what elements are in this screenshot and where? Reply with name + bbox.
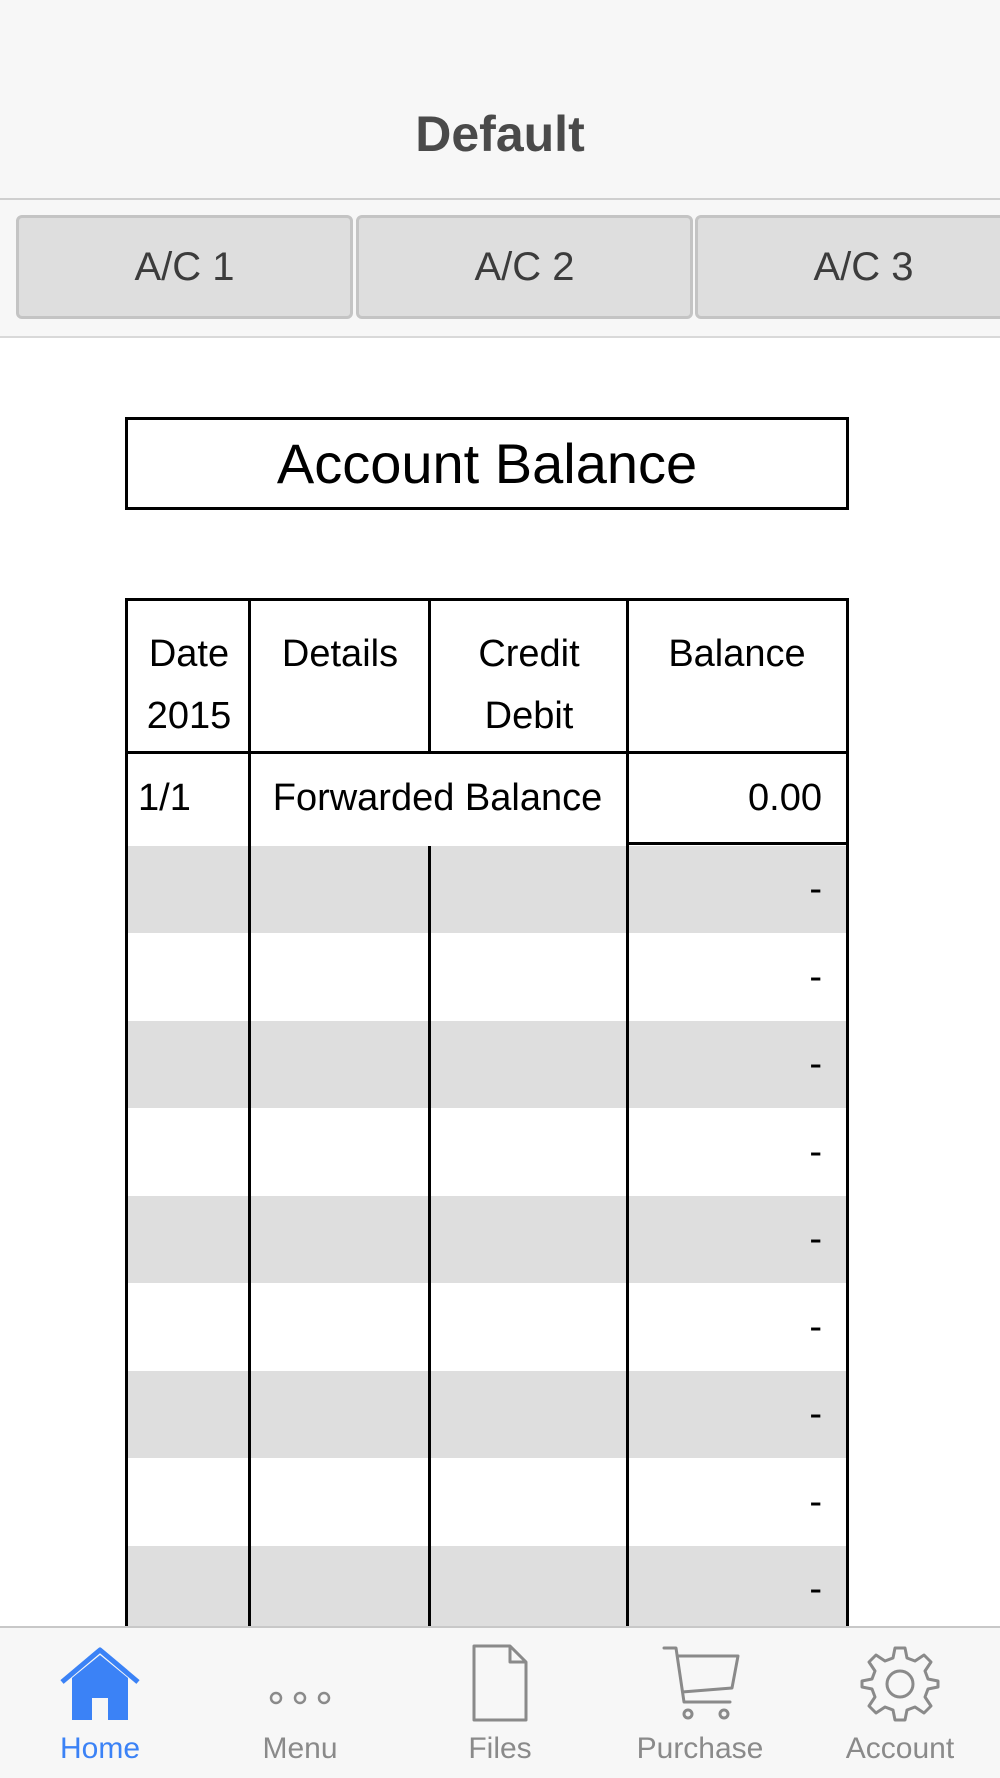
tab-label: A/C 2 bbox=[474, 244, 575, 289]
tabbar-label: Account bbox=[845, 1732, 955, 1765]
file-icon bbox=[450, 1644, 550, 1724]
balance-cell: - bbox=[809, 1305, 822, 1348]
tab-ac-2[interactable] bbox=[356, 215, 693, 319]
column-divider bbox=[626, 601, 629, 1626]
tab-label: A/C 1 bbox=[134, 244, 235, 289]
home-icon bbox=[50, 1644, 150, 1724]
tab-ac-1[interactable] bbox=[16, 215, 353, 319]
table-row[interactable] bbox=[128, 1021, 846, 1108]
account-balance-title: Account Balance bbox=[125, 417, 849, 510]
nav-header bbox=[0, 0, 1000, 200]
balance-cell: - bbox=[809, 1393, 822, 1435]
bottom-tab-bar bbox=[0, 1626, 1000, 1778]
tabbar-item-purchase[interactable] bbox=[600, 1628, 800, 1778]
forwarded-balance: 0.00 bbox=[748, 776, 822, 819]
balance-divider bbox=[626, 842, 846, 845]
forwarded-details: Forwarded Balance bbox=[272, 776, 603, 819]
table-row[interactable] bbox=[128, 1546, 846, 1626]
column-divider bbox=[428, 601, 431, 753]
table-row[interactable] bbox=[128, 933, 846, 1021]
header-balance: Balance bbox=[668, 633, 806, 675]
tabbar-label: Purchase bbox=[636, 1732, 764, 1765]
column-divider bbox=[248, 601, 251, 1626]
balance-cell: - bbox=[809, 1568, 822, 1610]
balance-cell: - bbox=[809, 1480, 822, 1523]
tabbar-label: Files bbox=[468, 1732, 532, 1765]
balance-cell: - bbox=[809, 1043, 822, 1085]
tabbar-label: Home bbox=[59, 1732, 141, 1765]
content-area[interactable] bbox=[0, 338, 1000, 1626]
column-divider bbox=[428, 846, 431, 1626]
header-details: Details bbox=[281, 633, 399, 675]
more-icon bbox=[250, 1644, 350, 1724]
tab-label: A/C 3 bbox=[813, 244, 914, 289]
table-row[interactable] bbox=[128, 1283, 846, 1371]
tabbar-label: Menu bbox=[262, 1732, 338, 1765]
tabbar-item-files[interactable] bbox=[400, 1628, 600, 1778]
account-tabs bbox=[0, 200, 1000, 338]
ledger-table bbox=[125, 598, 849, 1626]
table-row[interactable] bbox=[128, 1196, 846, 1283]
cart-icon bbox=[650, 1644, 750, 1724]
balance-cell: - bbox=[809, 1218, 822, 1260]
table-row[interactable] bbox=[128, 846, 846, 933]
page-title: Default bbox=[415, 106, 585, 162]
balance-cell: - bbox=[809, 868, 822, 910]
header-credit-debit: Credit Debit bbox=[478, 633, 580, 737]
header-date: Date 2015 bbox=[146, 633, 232, 737]
balance-cell: - bbox=[809, 1130, 822, 1173]
tab-ac-3[interactable] bbox=[695, 215, 1000, 319]
table-row[interactable] bbox=[128, 1458, 846, 1546]
tabbar-item-menu[interactable] bbox=[200, 1628, 400, 1778]
header-divider bbox=[128, 751, 846, 754]
balance-cell: - bbox=[809, 955, 822, 998]
tabbar-item-home[interactable] bbox=[0, 1628, 200, 1778]
gear-icon bbox=[850, 1644, 950, 1724]
forwarded-date: 1/1 bbox=[138, 776, 191, 819]
tabbar-item-account[interactable] bbox=[800, 1628, 1000, 1778]
table-row[interactable] bbox=[128, 1371, 846, 1458]
table-row[interactable] bbox=[128, 1108, 846, 1196]
